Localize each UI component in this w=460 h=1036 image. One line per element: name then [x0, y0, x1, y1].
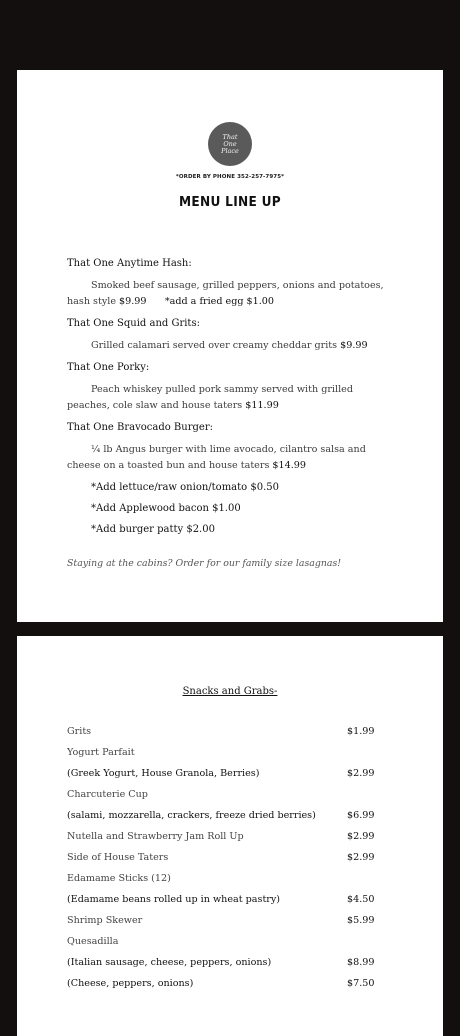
restaurant-logo [208, 122, 252, 166]
family-lasagna-note: Staying at the cabins? Order for our family size lasagnas! [67, 558, 342, 569]
addon-option: *Add lettuce/raw onion/tomato $0.50 [91, 482, 279, 493]
snack-row [67, 915, 387, 936]
snack-label: (Greek Yogurt, House Granola, Berries) [67, 768, 260, 779]
snack-price: $6.99 [347, 810, 375, 821]
snack-row [67, 978, 387, 999]
order-phone: *ORDER BY PHONE 352-257-7975* [175, 174, 285, 180]
desc-text: Peach whiskey pulled pork sammy served with grilled peaches, cole slaw and house taters [67, 384, 353, 411]
snack-price: $8.99 [347, 957, 375, 968]
snack-row [67, 747, 387, 768]
snack-price: $4.50 [347, 894, 375, 905]
snack-price: $2.99 [347, 831, 375, 842]
logo-line: One [223, 139, 237, 148]
menu-page [17, 70, 443, 622]
snacks-title: Snacks and Grabs- [182, 686, 278, 697]
menu-item-name: That One Bravocado Burger: [67, 422, 213, 433]
snack-price: $2.99 [347, 852, 375, 863]
snack-row [67, 852, 387, 873]
menu-item-desc [67, 442, 397, 474]
snack-price: $5.99 [347, 915, 375, 926]
snack-row [67, 936, 387, 957]
snack-row [67, 957, 387, 978]
item-price: $9.99 [340, 340, 368, 351]
desc-text: Smoked beef sausage, grilled peppers, onions and potatoes, hash style [67, 280, 384, 307]
snack-label: Nutella and Strawberry Jam Roll Up [67, 831, 244, 842]
item-extra: *add a fried egg $1.00 [164, 296, 274, 307]
snack-row [67, 894, 387, 915]
snack-row [67, 789, 387, 810]
snack-row [67, 873, 387, 894]
snack-price: $7.50 [347, 978, 375, 989]
addon-option: *Add burger patty $2.00 [91, 524, 215, 535]
snack-label: (salami, mozzarella, crackers, freeze dried berries) [67, 810, 316, 821]
snack-label: Edamame Sticks (12) [67, 873, 171, 884]
snack-label: Quesadilla [67, 936, 119, 947]
snack-label: (Italian sausage, cheese, peppers, onions) [67, 957, 272, 968]
snacks-page [17, 636, 443, 1036]
snack-label: (Cheese, peppers, onions) [67, 978, 194, 989]
snack-row [67, 768, 387, 789]
snack-label: Grits [67, 726, 92, 737]
menu-item-name: That One Anytime Hash: [67, 258, 192, 269]
snack-price: $1.99 [347, 726, 375, 737]
snack-label: Yogurt Parfait [67, 747, 135, 758]
snack-label: (Edamame beans rolled up in wheat pastry) [67, 894, 281, 905]
item-price: $11.99 [245, 400, 279, 411]
menu-item-desc [67, 382, 397, 414]
snack-label: Shrimp Skewer [67, 915, 143, 926]
snack-label: Side of House Taters [67, 852, 169, 863]
addon-option: *Add Applewood bacon $1.00 [91, 503, 241, 514]
menu-item-name: That One Squid and Grits: [67, 318, 200, 329]
snack-row [67, 831, 387, 852]
item-price: $9.99 [119, 296, 147, 307]
snacks-list [67, 726, 387, 999]
snack-label: Charcuterie Cup [67, 789, 148, 800]
menu-item-desc [67, 338, 397, 354]
menu-item-name: That One Porky: [67, 362, 150, 373]
logo-line: Place [221, 146, 239, 155]
snack-row [67, 810, 387, 831]
snack-row [67, 726, 387, 747]
desc-text: ¼ lb Angus burger with lime avocado, cilantro salsa and cheese on a toasted bun and house taters [67, 444, 366, 471]
menu-title: MENU LINE UP [179, 194, 281, 210]
logo-line: That [222, 132, 238, 141]
menu-item-desc [67, 278, 397, 310]
snack-price: $2.99 [347, 768, 375, 779]
menu-list [67, 256, 397, 581]
item-price: $14.99 [272, 460, 306, 471]
desc-text: Grilled calamari served over creamy cheddar grits [91, 340, 341, 351]
